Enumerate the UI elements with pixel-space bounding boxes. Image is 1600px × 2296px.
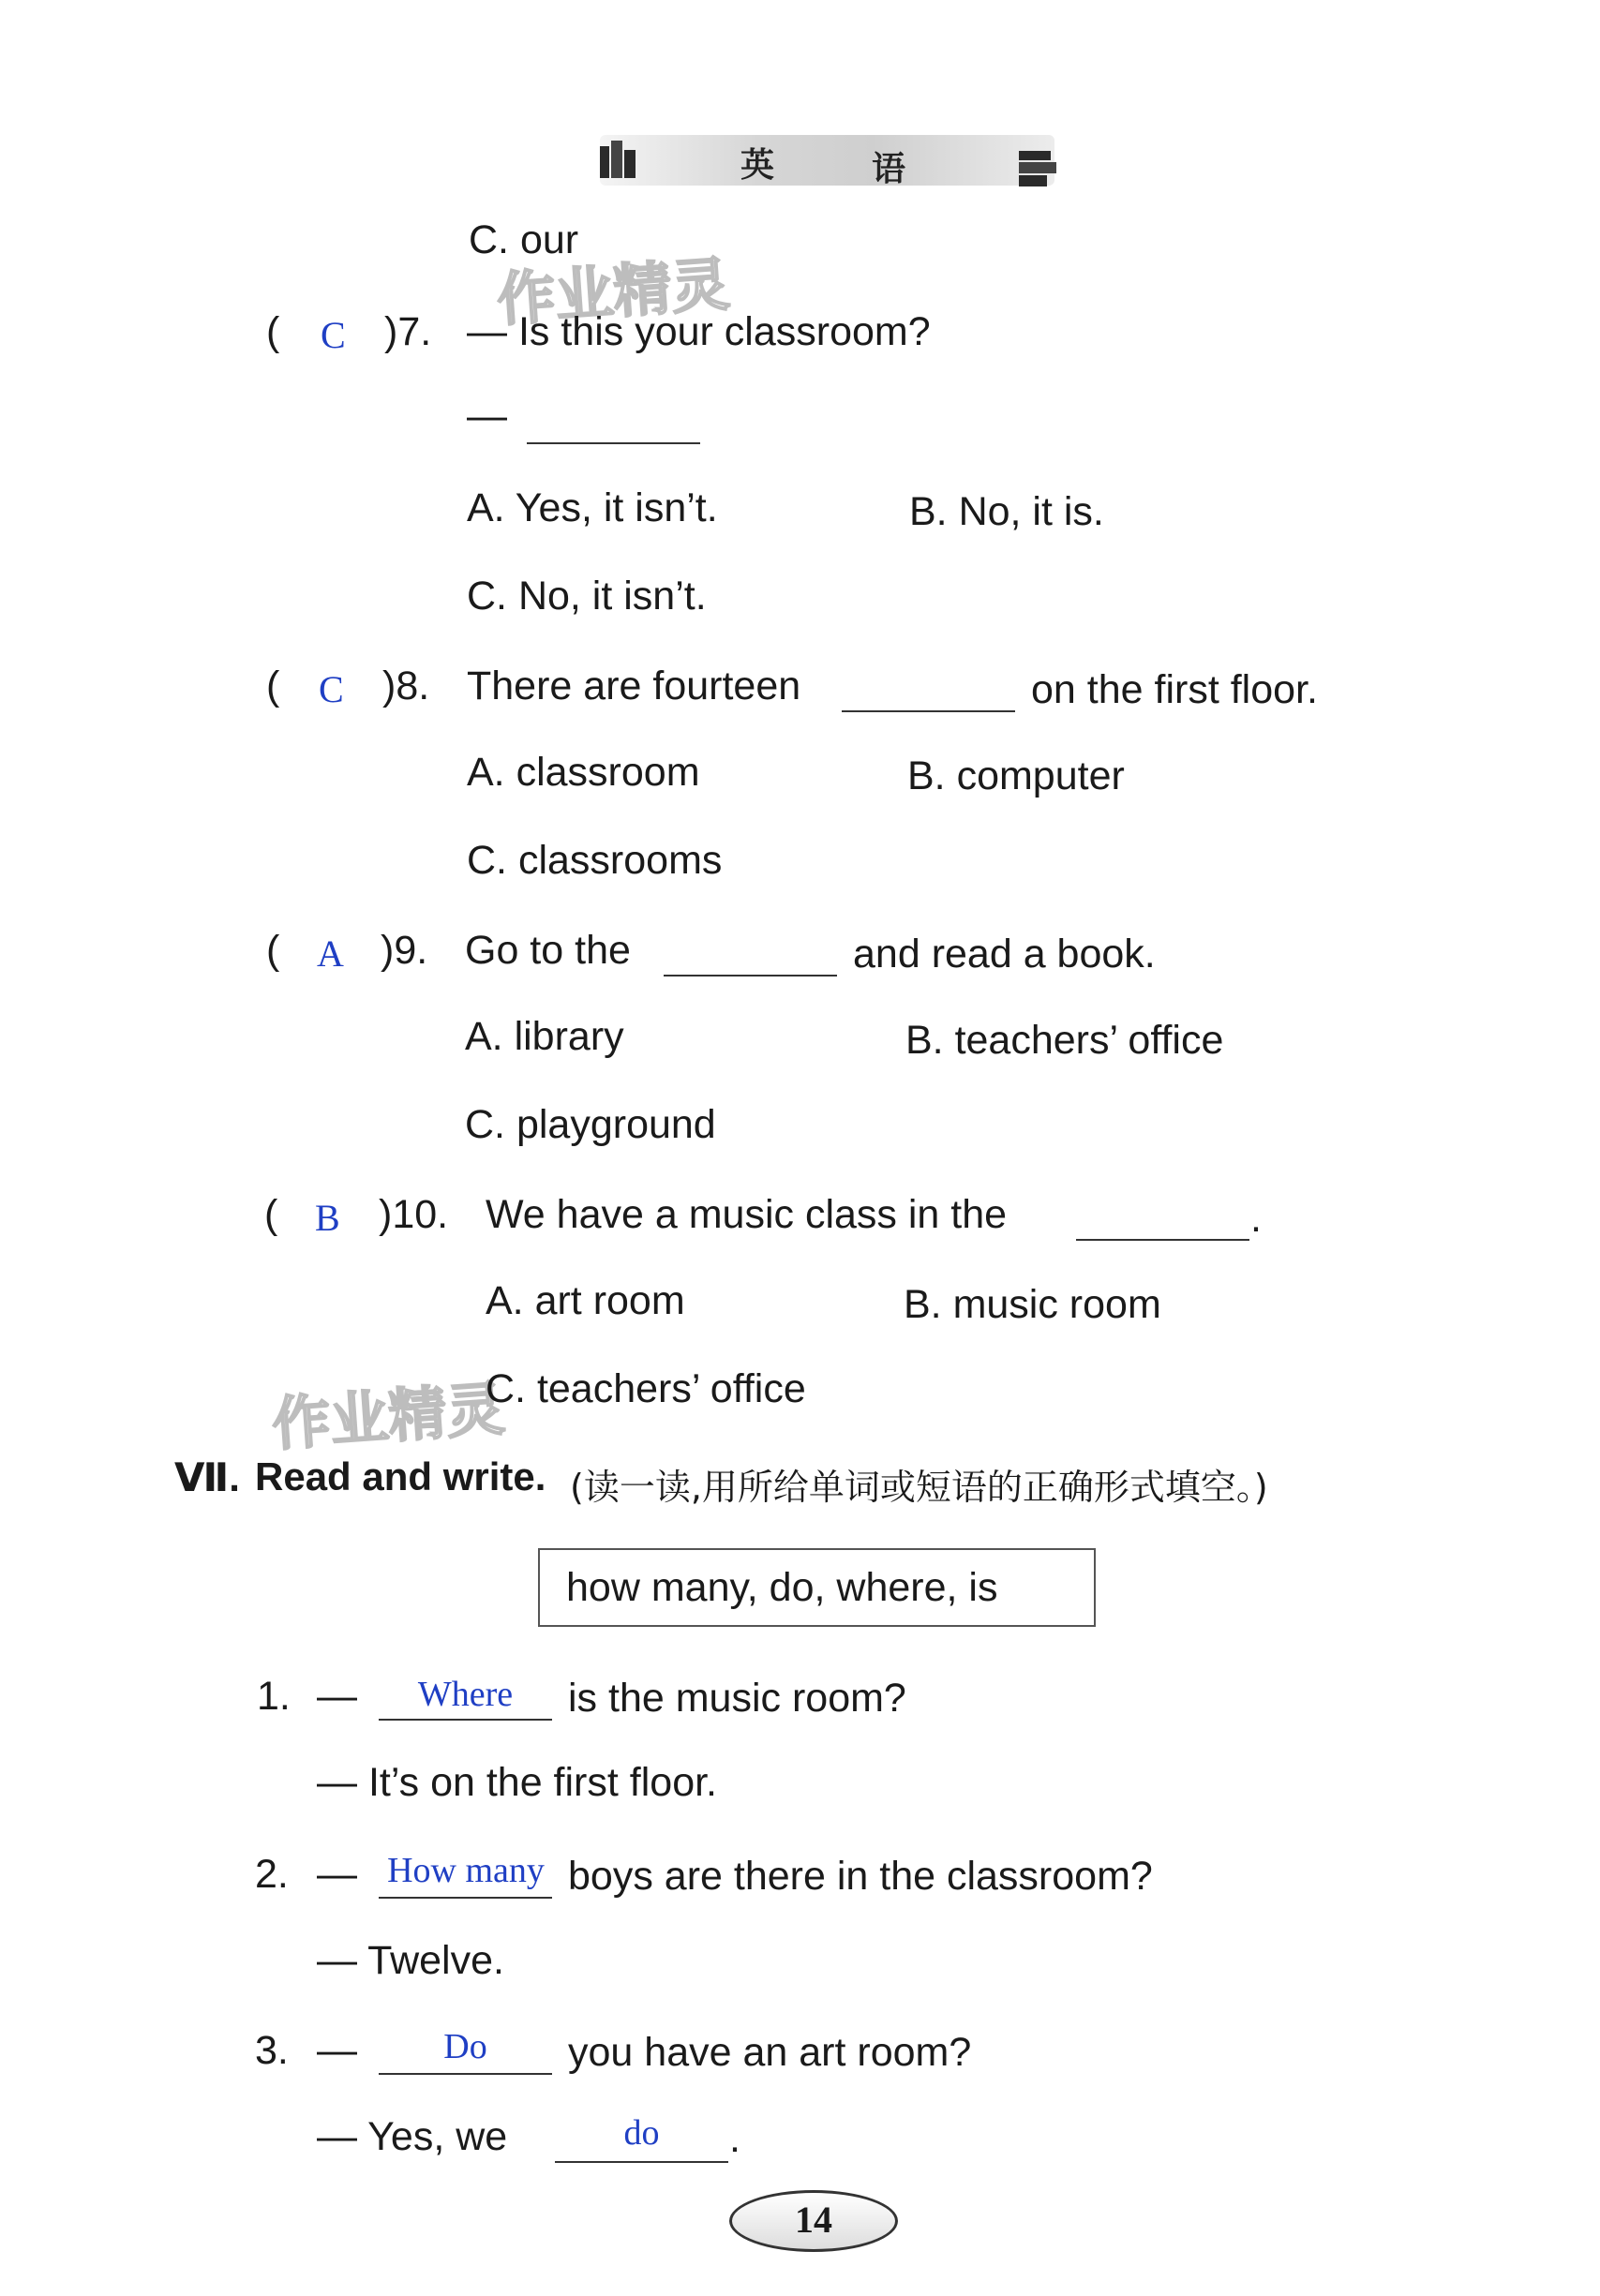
q7-option-a: A. Yes, it isn’t. (467, 485, 718, 530)
item1-question: is the music room? (568, 1676, 906, 1721)
q8-blank (842, 708, 1015, 712)
q10-blank (1076, 1237, 1249, 1241)
footer-dots-right (928, 2208, 1565, 2217)
q10-question-start: We have a music class in the (486, 1192, 1008, 1237)
item3-question: you have an art room? (568, 2030, 972, 2075)
q7-option-c: C. No, it isn’t. (467, 574, 707, 619)
item3-reply-blank (555, 2159, 728, 2163)
q7-paren-open: ( (266, 309, 280, 354)
q7-question: — Is this your classroom? (467, 309, 931, 354)
q10-number: )10. (379, 1192, 449, 1237)
item2-number: 2. (255, 1852, 289, 1897)
header-dots-left (28, 150, 591, 159)
book-icon-left (600, 141, 636, 178)
q9-paren-open: ( (266, 928, 280, 973)
header-title-left: 英 (740, 145, 775, 185)
q8-question-start: There are fourteen (467, 663, 801, 708)
q10-question-end: . (1250, 1196, 1262, 1241)
q9-blank (664, 973, 837, 977)
item3-reply-end: . (729, 2116, 740, 2161)
q10-option-a: A. art room (486, 1278, 685, 1323)
q9-number: )9. (381, 928, 428, 973)
q6-option-c: C. our (469, 217, 579, 262)
item3-answer: Do (443, 2027, 487, 2066)
q10-paren-open: ( (264, 1192, 278, 1237)
q7-blank (527, 440, 700, 444)
footer-dots-left (47, 2208, 722, 2217)
q8-option-c: C. classrooms (467, 838, 723, 883)
section-7-instruction: (读一读,用所给单词或短语的正确形式填空。) (570, 1467, 1268, 1508)
q8-number: )8. (382, 663, 430, 708)
q10-option-b: B. music room (904, 1282, 1161, 1327)
item3-reply-start: — Yes, we (317, 2114, 508, 2159)
q10-answer: B (315, 1197, 340, 1239)
header-band (600, 135, 1054, 186)
item3-number: 3. (255, 2028, 289, 2073)
item1-answer: Where (417, 1675, 514, 1714)
q8-paren-open: ( (266, 663, 280, 708)
watermark-top: 作业精灵 (495, 249, 732, 335)
page-number: 14 (729, 2190, 898, 2252)
item2-question: boys are there in the classroom? (568, 1854, 1153, 1899)
q7-response-dash: — (467, 394, 507, 439)
q9-option-c: C. playground (465, 1102, 716, 1147)
q9-answer: A (317, 932, 344, 975)
q8-question-end: on the first floor. (1031, 667, 1318, 712)
item3-dash: — (317, 2028, 357, 2073)
q8-option-b: B. computer (907, 753, 1125, 798)
item3-blank (379, 2071, 552, 2075)
watermark-bottom: 作业精灵 (270, 1374, 507, 1459)
item2-reply: — Twelve. (317, 1938, 504, 1983)
item1-blank (379, 1717, 552, 1721)
word-box-text: how many, do, where, is (566, 1565, 998, 1610)
header-dots-right (1069, 161, 1575, 171)
q10-option-c: C. teachers’ office (486, 1366, 806, 1411)
q7-answer: C (321, 314, 346, 356)
section-7-title: Read and write. (255, 1454, 546, 1498)
q7-number: )7. (384, 309, 432, 354)
section-7-numeral: Ⅶ. (174, 1455, 240, 1499)
item2-dash: — (317, 1852, 357, 1897)
q8-option-a: A. classroom (467, 750, 700, 795)
item1-reply: — It’s on the first floor. (317, 1760, 717, 1805)
item3-reply-answer: do (623, 2113, 660, 2153)
q9-question-start: Go to the (465, 928, 631, 973)
q8-answer: C (319, 668, 344, 710)
item2-answer: How many (387, 1851, 545, 1890)
book-icon-right (1019, 151, 1056, 186)
item1-dash: — (317, 1674, 357, 1719)
header-title-right: 语 (872, 149, 906, 188)
item1-number: 1. (257, 1674, 291, 1719)
q7-option-b: B. No, it is. (909, 489, 1104, 534)
item2-blank (379, 1895, 552, 1899)
q9-option-b: B. teachers’ office (905, 1018, 1224, 1063)
q9-question-end: and read a book. (853, 932, 1156, 977)
q9-option-a: A. library (465, 1014, 624, 1059)
